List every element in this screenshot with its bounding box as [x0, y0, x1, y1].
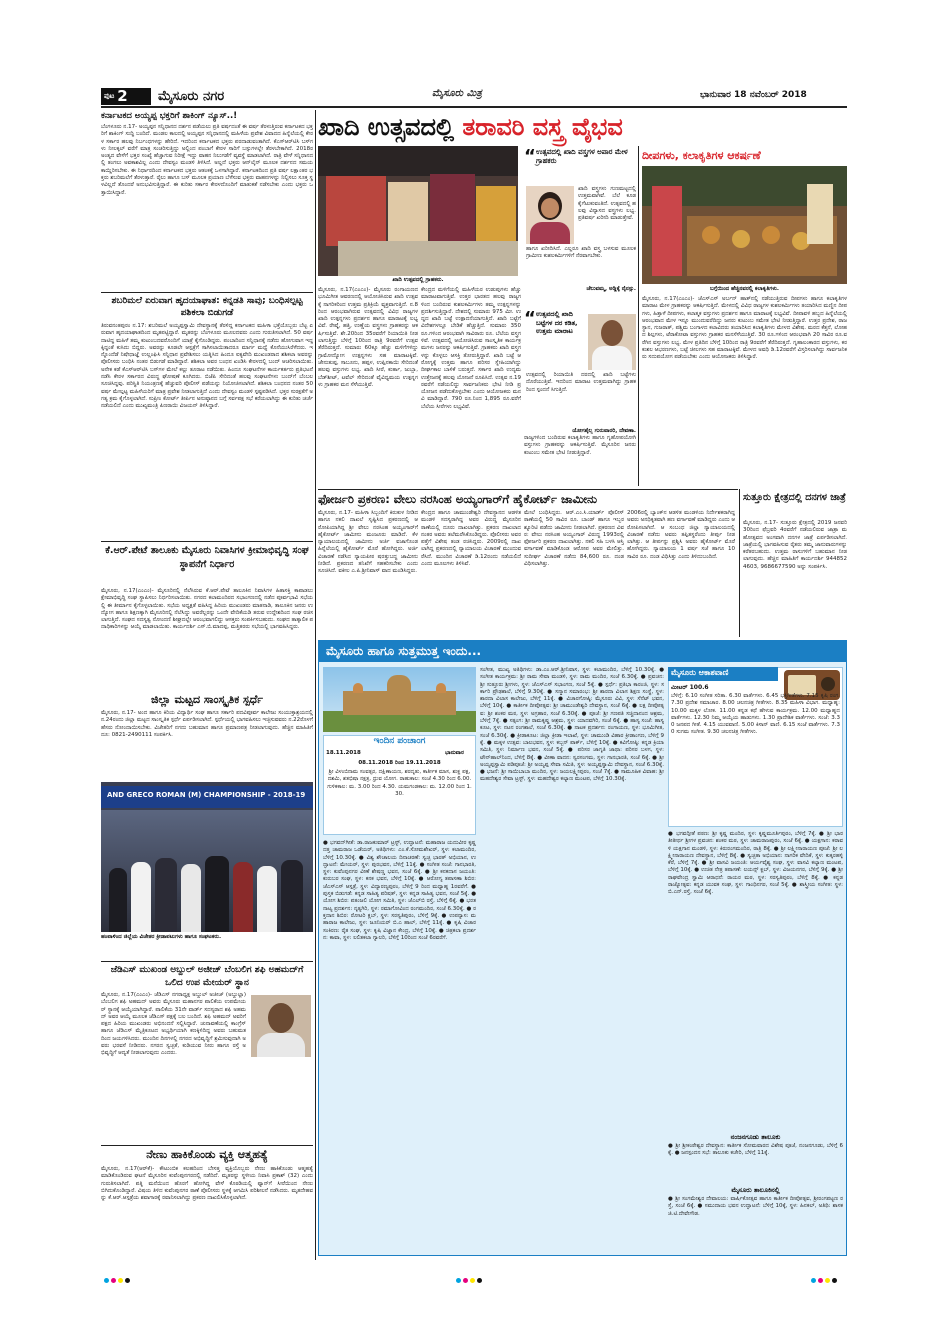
left-story1-title: ಕರ್ನಾಟಕದ ಅಯ್ಯಪ್ಪ ಭಕ್ತರಿಗೆ ಶಾಕಿಂಗ್ ನ್ಯೂಸ್..!: [101, 111, 238, 121]
quote2-body: ಉತ್ಸವದಲ್ಲಿ ರಿಯಾಯಿತಿ ದರದಲ್ಲಿ ಖಾದಿ ಬಟ್ಟೆಗಳು ದೊರೆಯುತ್ತಿವೆ. ಇದರಿಂದ ಮಾರಾಟ ಉತ್ತಮವಾಗಿದ್ದು ಗ್ರಾಹಕರಿಂದ ಸ್ಪಂದನೆ ಸಿಗುತ್ತಿದೆ.: [526, 372, 636, 393]
events-col2: ಸಂಗೀತ, ಮುಖ್ಯ ಅತಿಥಿಗಳು: ಡಾ.ಎಂ.ಆರ್.ಶ್ರೀನಿವಾಸ, ಸ್ಥಳ: ಕಲಾಮಂದಿರ, ಬೆಳಿಗ್ಗೆ 10.30ಕ್ಕೆ. ● ಸಂಗೀತ ಕಾರ್ಯಕ್ರಮ: ಶ್ರೀ ರಾಮ ಸೇವಾ ಮಂಡಳಿ, ಸ್ಥಳ: ರಾಮ ಮಂದಿರ, ಸಂಜೆ 6.30ಕ್ಕೆ. ● ಪ್ರವಚನ: ಶ್ರೀ ಸುತ್ತೂರು ಶ್ರೀಗಳು, ಸ್ಥಳ: ಜೆಎಸ್ಎಸ್ ಸಭಾಂಗಣ, ಸಂಜೆ 5ಕ್ಕೆ. ● ಸ್ಪರ್ಧೆ: ಪ್ರತಿಭಾ ಕಾರಂಜಿ, ಸ್ಥಳ: ಸರ್ಕಾರಿ ಪ್ರೌಢಶಾಲೆ, ಬೆಳಿಗ್ಗೆ 9.30ಕ್ಕೆ. ● ಸನ್ಮಾನ ಸಮಾರಂಭ: ಶ್ರೀ ಶಾರದಾ ವಿಲಾಸ ಶಿಕ್ಷಣ ಸಂಸ್ಥೆ, ಸ್ಥಳ: ಶಾರದಾ ವಿಲಾಸ ಕಾಲೇಜು, ಬೆಳಿಗ್ಗೆ 11ಕ್ಕೆ. ● ವಿಚಾರಗೋಷ್ಠಿ: ಮೈಸೂರು ವಿವಿ, ಸ್ಥಳ: ಸೆನೆಟ್ ಭವನ, ಬೆಳಿಗ್ಗೆ 10ಕ್ಕೆ. ● ಕಾರ್ತೀಕ ದೀಪೋತ್ಸವ: ಶ್ರೀ ಚಾಮುಂಡೇಶ್ವರಿ ದೇವಸ್ಥಾನ, ಸಂಜೆ 6ಕ್ಕೆ. ● ಲಕ್ಷ ದೀಪೋತ್ಸವ: ಶ್ರೀ ಶಂಕರ ಮಠ, ಸ್ಥಳ: ಅಗ್ರಹಾರ, ಸಂಜೆ 6.30ಕ್ಕೆ. ● ಪೂಜೆ: ಶ್ರೀ ಗಣಪತಿ ಸಚ್ಚಿದಾನಂದ ಆಶ್ರಮ, ಬೆಳಿಗ್ಗೆ 7ಕ್ಕೆ. ● ಸತ್ಸಂಗ: ಶ್ರೀ ರಾಮಕೃಷ್ಣ ಆಶ್ರಮ, ಸ್ಥಳ: ಯಾದವಗಿರಿ, ಸಂಜೆ 6ಕ್ಕೆ. ● ಹಾಸ್ಯ ಸಂಜೆ: ಹಾಸ್ಯ ಕೂಟ, ಸ್ಥಳ: ನಟನ ರಂಗಶಾಲೆ, ಸಂಜೆ 6.30ಕ್ಕೆ. ● ನಾಟಕ ಪ್ರದರ್ಶನ: ರಂಗಾಯಣ, ಸ್ಥಳ: ಭೂಮಿಗೀತ, ಸಂಜೆ 6.30ಕ್ಕೆ. ● ಕ್ರೀಡಾಕೂಟ: ಜಿಲ್ಲಾ ಕ್ರೀಡಾ ಇಲಾಖೆ, ಸ್ಥಳ: ಚಾಮುಂಡಿ ವಿಹಾರ ಕ್ರೀಡಾಂಗಣ, ಬೆಳಿಗ್ಗೆ 9ಕ್ಕೆ. ● ಮಕ್ಕಳ ಉತ್ಸವ: ಬಾಲಭವನ, ಸ್ಥಳ: ಕಬ್ಬನ್ ಪಾರ್ಕ್, ಬೆಳಿಗ್ಗೆ 10ಕ್ಕೆ. ● ಕವಿಗೋಷ್ಠಿ: ಕನ್ನಡ ಕ್ರಿಯಾ ಸಮಿತಿ, ಸ್ಥಳ: ನಿರ್ಮಾಣ ಭವನ, ಸಂಜೆ 5ಕ್ಕೆ. ● ಪರಿಸರ ಜಾಗೃತಿ ಜಾಥಾ: ಪರಿಸರ ಬಳಗ, ಸ್ಥಳ: ಟೌನ್‌ಹಾಲ್‌ನಿಂದ, ಬೆಳಿಗ್ಗೆ 8ಕ್ಕೆ. ● ವೀಣಾ ವಾದನ: ಸ್ವರಸಂಗಮ, ಸ್ಥಳ: ಗಾನಭಾರತಿ, ಸಂಜೆ 6ಕ್ಕೆ. ● ಶ್ರೀ ಅಯ್ಯಪ್ಪಸ್ವಾಮಿ ಪಡಿಪೂಜೆ: ಶ್ರೀ ಅಯ್ಯಪ್ಪ ಸೇವಾ ಸಮಿತಿ, ಸ್ಥಳ: ಅಯ್ಯಪ್ಪಸ್ವಾಮಿ ದೇವಸ್ಥಾನ, ಸಂಜೆ 6.30ಕ್ಕೆ. ● ಭಜನೆ: ಶ್ರೀ ಸಾಯಿಬಾಬಾ ಮಂದಿರ, ಸ್ಥಳ: ಜಯಲಕ್ಷ್ಮೀಪುರಂ, ಸಂಜೆ 7ಕ್ಕೆ. ● ಸಾಮೂಹಿಕ ವಿವಾಹ: ಶ್ರೀ ಮಹದೇಶ್ವರ ಸೇವಾ ಟ್ರಸ್ಟ್, ಸ್ಥಳ: ಮಹದೇಶ್ವರ ಕಲ್ಯಾಣ ಮಂಟಪ, ಬೆಳಿಗ್ಗೆ 10.30ಕ್ಕೆ.: [480, 667, 664, 783]
registration-marks-right: [810, 1268, 838, 1287]
registration-marks-center: [455, 1268, 483, 1287]
left-divider-1: [101, 292, 313, 293]
events-col3c: ● ಶ್ರೀ ಸಂಗಮೇಶ್ವರ ದೇವಾಲಯ: ವಾರ್ಷಿಕೋತ್ಸವ ಹಾಗೂ ಕಾರ್ತೀಕ ದೀಪೋತ್ಸವ, ಶ್ರೀರಂಗಪಟ್ಟಣ ರಸ್ತೆ, ಸಂಜೆ 6ಕ್ಕೆ. ● ಸಮುದಾಯ ಭವನ ಉದ್ಘಾಟನೆ: ಬೆಳಿಗ್ಗೆ 10ಕ್ಕೆ, ಸ್ಥಳ: ಹಿನಕಲ್, ಅತಿಥಿ: ಶಾಸಕ ಜಿ.ಟಿ.ದೇವೇಗೌಡ.: [668, 1196, 843, 1217]
palace-image: [323, 667, 476, 732]
left-story6-title: ನೇಣು ಹಾಕಿಕೊಂಡು ವ್ಯಕ್ತಿ ಆತ್ಮಹತ್ಯೆ: [146, 1148, 268, 1161]
left-story5-title: ಜೆಡಿಎಸ್ ಮುಖಂಡ ಅಬ್ದುಲ್ ಅಜೀಜ್ ಬೆಂಬಲಿಗ ಶಫಿ ಅಹಮದ್‌ಗೆ ಒಲಿದ ಉಪ ಮೇಯರ್ ಸ್ಥಾನ: [110, 965, 304, 988]
quote2-title: ಉತ್ಸವದಲ್ಲಿ ಖಾದಿ ಬಟ್ಟೆಗಳ ದರ ಕಡಿತ, ಉತ್ತಮ ಮಾರಾಟ: [536, 310, 578, 335]
left-story4-title: ಜಿಲ್ಲಾ ಮಟ್ಟದ ಸಾಂಸ್ಕೃತಿಕ ಸ್ಪರ್ಧೆ: [151, 693, 263, 706]
khadi-photo: [318, 146, 518, 276]
panchanga-body: ಶ್ರೀ ವಿಳಂಬಿನಾಮ ಸಂವತ್ಸರ, ದಕ್ಷಿಣಾಯಣ, ಶರದೃತು, ಕಾರ್ತೀಕ ಮಾಸ, ಶುಕ್ಲ ಪಕ್ಷ, ದಶಮಿ, ಶತಭಿಷಾ ನಕ್ಷತ್ರ, ಧ್ರುವ ಯೋಗ. ರಾಹುಕಾಲ: ಸಂಜೆ 4.30 ರಿಂದ 6.00. ಗುಳಿಕಕಾಲ: ಮ. 3.00 ರಿಂದ 4.30. ಯಮಗಂಡಕಾಲ: ಮ. 12.00 ರಿಂದ 1.30.: [327, 769, 472, 797]
panchanga-title: ಇಂದಿನ ಪಂಚಾಂಗ: [373, 736, 426, 746]
middle-col2: ಕೇಂದ್ರದ ಹಾಗೂ ಚಾಮುಂಡೇಶ್ವರಿ ದೇವಸ್ಥಾನದ ಆಡಳಿತ ಮಂಡಳಿ ಸದಸ್ಯರಾಗಿದ್ದ ಅವರ ವಿರುದ್ಧ ಮೈಸೂರಿನ ಠಾಣೆಯಲ್ಲಿ ದೂರು ದಾಖಲಾಗಿತ್ತು. ಪ್ರಕರಣ ದಾಖಲಾದ ನಂತರ ಅವರು ತಲೆಮರೆಸಿಕೊಂಡಿದ್ದರು. ಪೊಲೀಸರು ಅವರ ಪತ್ತೆಗೆ ವಿಶೇಷ ತಂಡ ರಚಿಸಿದ್ದರು. 2009ರಲ್ಲಿ ದಾಖಲಾಗಿದ್ದ ಪ್ರಕರಣದಲ್ಲಿ ನ್ಯಾಯಾಲಯ ವಿಚಾರಣೆ ಮುಂದುವರೆಸಿದೆ. ಮುಂದಿನ ವಿಚಾರಣೆ ಡಿ.12ರಂದು ನಡೆಯಲಿದೆ ಎಂದು ಮೂಲಗಳು ತಿಳಿಸಿವೆ.: [421, 510, 521, 568]
page-number-box: [101, 88, 151, 105]
wrestling-photo: [101, 782, 313, 932]
panchanga-range: 08.11.2018 ರಿಂದ 19.11.2018: [358, 760, 441, 766]
middle-story-title: ಫೋರ್ಜರಿ ಪ್ರಕರಣ: ವೇಲು ನರಸಿಂಹ ಅಯ್ಯಂಗಾರ್‌ಗೆ ಹೈಕೋರ್ಟ್ ಜಾಮೀನು: [318, 492, 598, 506]
suttur-title: ಸುತ್ತೂರು ಕ್ಷೇತ್ರದಲ್ಲಿ ದನಗಳ ಜಾತ್ರೆ: [743, 492, 846, 503]
wrestling-banner-text: AND GRECO ROMAN (M) CHAMPIONSHIP - 2018-19: [107, 791, 306, 799]
taluk-heading-2: ಮೈಸೂರು ತಾಲೂಕಿನಲ್ಲಿ: [731, 1186, 780, 1194]
panchanga-day: ಭಾನುವಾರ: [445, 750, 464, 756]
quote1-box: [524, 146, 636, 306]
radio-freq: ಮೀಟರ್ 100.6: [671, 684, 709, 691]
quote1-title: ಉತ್ಸವದಲ್ಲಿ ಖಾದಿ ವಸ್ತ್ರಗಳ ಅಪಾರ ಮೇಳ ಗ್ರಾಹಕರು: [536, 148, 628, 165]
deepa-body: ಮೈಸೂರು, ನ.17(ಎಂಎಂ)- ಜೆಎಸ್ಎಸ್ ಅರ್ಬನ್ ಹಾತ್‌ನಲ್ಲಿ ನಡೆಯುತ್ತಿರುವ ದೀಪಗಳು ಹಾಗೂ ಕಲಾಕೃತಿಗಳ ಮಾರಾಟ ಮೇಳ ಗ್ರಾಹಕರನ್ನು ಆಕರ್ಷಿಸುತ್ತಿದೆ. ಮೇಳದಲ್ಲಿ ವಿವಿಧ ರಾಜ್ಯಗಳ ಕುಶಲಕರ್ಮಿಗಳು ತಯಾರಿಸಿದ ಮಣ್ಣಿನ ದೀಪಗಳು, ಹಿತ್ತಾಳೆ ದೀಪಗಳು, ಕಲಾತ್ಮಕ ವಸ್ತುಗಳು ಪ್ರದರ್ಶನ ಹಾಗೂ ಮಾರಾಟಕ್ಕೆ ಲಭ್ಯವಿವೆ. ದೀಪಾವಳಿ ಹಬ್ಬದ ಹಿನ್ನೆಲೆಯಲ್ಲಿ ಆರಂಭವಾದ ಮೇಳ ಇನ್ನೂ ಮುಂದುವರೆದಿದ್ದು ಜನರು ಕುಟುಂಬ ಸಮೇತ ಭೇಟಿ ನೀಡುತ್ತಿದ್ದಾರೆ. ಉತ್ತರ ಪ್ರದೇಶ, ರಾಜಸ್ಥಾನ, ಗುಜರಾತ್, ಪಶ್ಚಿಮ ಬಂಗಾಳದ ಕಲಾವಿದರು ತಯಾರಿಸಿದ ಕಲಾಕೃತಿಗಳು ಮೇಳದ ವಿಶೇಷ. ಮರದ ಕೆತ್ತನೆ, ಲೋಹದ ಶಿಲ್ಪಗಳು, ಟೆರಾಕೋಟಾ ವಸ್ತುಗಳು ಗ್ರಾಹಕರ ಮನಸೆಳೆಯುತ್ತಿವೆ. 30 ರೂ.ಗಳಿಂದ ಆರಂಭವಾಗಿ 20 ಸಾವಿರ ರೂ.ವರೆಗಿನ ವಸ್ತುಗಳು ಲಭ್ಯ. ಮೇಳ ಪ್ರತಿದಿನ ಬೆಳಿಗ್ಗೆ 10ರಿಂದ ರಾತ್ರಿ 9ರವರೆಗೆ ತೆರೆದಿರುತ್ತದೆ. ಗೃಹಾಲಂಕಾರದ ವಸ್ತುಗಳು, ಕರಕುಶಲ ಆಭರಣಗಳು, ಬಟ್ಟೆ ಚೀಲಗಳು ಸಹ ಮಾರಾಟಕ್ಕಿವೆ. ಮೇಳದ ಅವಧಿ ಡಿ.12ರವರೆಗೆ ವಿಸ್ತರಿಸಲಾಗಿದ್ದು ಸಾರ್ವಜನಿಕರು ಸದುಪಯೋಗ ಪಡೆಯಬೇಕು ಎಂದು ಆಯೋಜಕರು ತಿಳಿಸಿದ್ದಾರೆ.: [642, 296, 847, 361]
left-story5-body: ಮೈಸೂರು, ನ.17(ಎಂಎಂ)- ಜೆಡಿಎಸ್ ನಗರಾಧ್ಯಕ್ಷ ಅಬ್ದುಲ್ ಅಜೀಜ್ (ಅಬ್ದುಲ್ಲಾ) ಬೆಂಬಲಿಗ ಶಫಿ ಅಹಮದ್ ಅವರು ಮೈಸೂರು ಮಹಾನಗರ ಪಾಲಿಕೆಯ ಉಪಮೇಯರ್ ಸ್ಥಾನಕ್ಕೆ ಆಯ್ಕೆಯಾಗಿದ್ದಾರೆ. ಪಾಲಿಕೆಯ 31ನೇ ವಾರ್ಡ್ ಸದಸ್ಯರಾದ ಶಫಿ ಅಹಮದ್ ಅವರ ಆಯ್ಕೆ ಮೂಲಕ ಜೆಡಿಎಸ್ ಪಕ್ಷಕ್ಕೆ ಬಲ ಬಂದಿದೆ. ಶಫಿ ಅಹಮದ್ ಅವರಿಗೆ ಪಕ್ಷದ ಹಿರಿಯ ಮುಖಂಡರು ಅಭಿನಂದನೆ ಸಲ್ಲಿಸಿದ್ದಾರೆ. ಚುನಾವಣೆಯಲ್ಲಿ ಕಾಂಗ್ರೆಸ್ ಹಾಗೂ ಜೆಡಿಎಸ್ ಮೈತ್ರಿಕೂಟದ ಅಭ್ಯರ್ಥಿಯಾಗಿ ಕಣಕ್ಕಿಳಿದಿದ್ದ ಅವರು ಬಹುಮತದಿಂದ ಜಯಗಳಿಸಿದರು. ಮುಂದಿನ ದಿನಗಳಲ್ಲಿ ನಗರದ ಅಭಿವೃದ್ಧಿಗೆ ಶ್ರಮಿಸುವುದಾಗಿ ಅವರು ಭರವಸೆ ನೀಡಿದರು. ನಗರದ ಸ್ವಚ್ಛತೆ, ಕುಡಿಯುವ ನೀರು ಹಾಗೂ ರಸ್ತೆ ಅಭಿವೃದ್ಧಿಗೆ ಆದ್ಯತೆ ನೀಡಲಾಗುವುದು ಎಂದರು.: [101, 992, 246, 1057]
col-rule-right2: [739, 489, 740, 637]
panchanga-date: 18.11.2018: [326, 750, 361, 756]
issue-date: ಭಾನುವಾರ 18 ನವೆಂಬರ್ 2018: [700, 90, 807, 100]
left-divider-4: [101, 1145, 313, 1146]
wrestling-caption: ಹಂಪಾಳಿಂದ ಜಿಲ್ಲೆಯ ವಿಜೇತರ ಕ್ರೀಡಾಪಟುಗಳು ಹಾಗೂ ಸಂಘಟಕರು.: [101, 934, 222, 940]
registration-marks-left: [103, 1268, 131, 1287]
taluk-heading-1: ನಂಜನಗೂಡು ತಾಲೂಕು: [730, 1133, 781, 1141]
left-story4-body: ಮೈಸೂರು, ನ.17- ಅಂದ ಹಾಗೂ ಕಿರಿಯ ವಿದ್ಯಾರ್ಥಿ ಸಂಘ ಹಾಗೂ ಸರ್ಕಾರಿ ಪದವಿಪೂರ್ವ ಕಾಲೇಜು ಸಂಯುಕ್ತಾಶ್ರಯದಲ್ಲಿ ನ.24ರಂದು ಜಿಲ್ಲಾ ಮಟ್ಟದ ಸಾಂಸ್ಕೃತಿಕ ಸ್ಪರ್ಧೆ ಏರ್ಪಡಿಸಲಾಗಿದೆ. ಸ್ಪರ್ಧೆಯಲ್ಲಿ ಭಾಗವಹಿಸಲು ಇಚ್ಛಿಸುವವರು ನ.22ರೊಳಗೆ ಹೆಸರು ನೋಂದಾಯಿಸಬೇಕು. ವಿಜೇತರಿಗೆ ನಗದು ಬಹುಮಾನ ಹಾಗೂ ಪ್ರಮಾಣಪತ್ರ ನೀಡಲಾಗುವುದು. ಹೆಚ್ಚಿನ ಮಾಹಿತಿಗೆ ದೂ: 0821-2490111 ಸಂಪರ್ಕಿಸಿ.: [101, 710, 313, 738]
deepa-caption: ಬಗ್ಗೆಯಿಂದ ಹೆಚ್ಚಿನವರಲ್ಲಿ ಕಲಾಕೃತಿಗಳು.: [709, 286, 780, 292]
middle-col3: ಮೇಲೆ ಬಂಧಿಸಿದ್ದರು. ಆರ್.ಎಂ.ಸಿ.ಯಾರ್ಡ್ ಪೊಲೀಸ್ ಠಾಣೆಯಲ್ಲಿ 50 ಸಾವಿರ ರೂ. ಬಾಂಡ್ ಹಾಗೂ ಇಬ್ಬರ ಶ್ಯೂರಿಟಿ ಪಡೆದು ಜಾಮೀನು ನೀಡಲಾಗಿದೆ. ಪ್ರಕರಣದ ವಿವರ: ವೇಲು ನರಸಿಂಹ ಅಯ್ಯಂಗಾರ್ ವಿರುದ್ಧ 1993ರಲ್ಲಿ ಫೋರ್ಜರಿ ಪ್ರಕರಣ ದಾಖಲಾಗಿತ್ತು. ನಕಲಿ ಸಹಿ ಬಳಸಿ ಆಸ್ತಿ ವರ್ಗಾವಣೆ ಮಾಡಿಕೊಂಡ ಆರೋಪ ಅವರ ಮೇಲಿತ್ತು. ಸುದೀರ್ಘ ವಿಚಾರಣೆ ನಡೆದು 84,600 ರೂ. ದಂಡ ವಿಧಿಸಲಾಗಿತ್ತು.: [524, 510, 624, 568]
left-story6-body: ಮೈಸೂರು, ನ.17(ಆರ್‌ಕೆ)- ಕೌಟುಂಬಿಕ ಕಲಹದಿಂದ ಬೇಸತ್ತ ವ್ಯಕ್ತಿಯೊಬ್ಬರು ನೇಣು ಹಾಕಿಕೊಂಡು ಆತ್ಮಹತ್ಯೆ ಮಾಡಿಕೊಂಡಿರುವ ಘಟನೆ ಮೈಸೂರಿನ ಕುವೆಂಪುನಗರದಲ್ಲಿ ನಡೆದಿದೆ. ಮೃತರನ್ನು ಸ್ಥಳೀಯ ನಿವಾಸಿ ಪ್ರಕಾಶ್ (32) ಎಂದು ಗುರುತಿಸಲಾಗಿದೆ. ಪತ್ನಿ ಮನೆಯಿಂದ ಹೊರಗೆ ಹೋಗಿದ್ದ ವೇಳೆ ಕೊಠಡಿಯಲ್ಲಿ ಫ್ಯಾನ್‌ಗೆ ಸೀರೆಯಿಂದ ನೇಣು ಬಿಗಿದುಕೊಂಡಿದ್ದಾರೆ. ವಿಷಯ ತಿಳಿದ ಕುವೆಂಪುನಗರ ಠಾಣೆ ಪೊಲೀಸರು ಸ್ಥಳಕ್ಕೆ ಆಗಮಿಸಿ ಪರಿಶೀಲನೆ ನಡೆಸಿದರು. ಮೃತದೇಹವನ್ನು ಕೆ.ಆರ್.ಆಸ್ಪತ್ರೆಯ ಶವಾಗಾರಕ್ಕೆ ರವಾನಿಸಲಾಗಿದ್ದು ಪ್ರಕರಣ ದಾಖಲಿಸಿಕೊಳ್ಳಲಾಗಿದೆ.: [101, 1166, 313, 1202]
masthead: ಮೈಸೂರು ಮಿತ್ರ: [432, 88, 482, 99]
top-headline: [318, 110, 848, 144]
left-story2-title: ಶಬರಿಮಲೆ ಏರುವಾಗ ಹೃದಯಾಘಾತ: ಕನ್ನಡತಿ ಸಾವು; ಬಂಧಿಸಲ್ಪಟ್ಟ ಪಶಿಕಲಾ ಬಿಡುಗಡೆ: [111, 296, 303, 318]
left-divider-3: [101, 961, 313, 962]
quote2-name: ಯೋಗಶೈಲ್ನ ಗುರುವಾರರಿ, ದೇವಣಾ.: [572, 428, 636, 434]
top-story-col2: ಕೇಂದ್ರದ ಮಳಿಗೆಯಲ್ಲಿ ಮಹಿಳೆಯರ ಉಡುಪುಗಳು ಹೆಚ್ಚು ಮಾರಾಟವಾಗುತ್ತಿವೆ. ಉತ್ತರ ಭಾರತದ ಹಲವು ರಾಜ್ಯಗಳಿಂದ ಬಂದಿರುವ ಕುಶಲಕರ್ಮಿಗಳು ತಮ್ಮ ಉತ್ಪನ್ನಗಳನ್ನು ಪ್ರದರ್ಶಿಸುತ್ತಿದ್ದಾರೆ. ದೇಶದಲ್ಲಿ ಸುಮಾರು 975 ಮೀ. ಉದ್ದದ ಖಾದಿ ಬಟ್ಟೆ ಉತ್ಪಾದನೆಯಾಗುತ್ತಿದೆ. ಖಾದಿ ಬಟ್ಟೆಗೆ ವಿದೇಶಗಳಲ್ಲೂ ಬೇಡಿಕೆ ಹೆಚ್ಚುತ್ತಿದೆ. ಸುಮಾರು 350 ರೂ.ಗಳಿಂದ ಆರಂಭವಾಗಿ ಸಾವಿರಾರು ರೂ. ಬೆಲೆಯ ವಸ್ತ್ರಗಳಿವೆ. ಉತ್ಸವದಲ್ಲಿ ಆಯೋಜಿಸಿರುವ ಸಾಂಸ್ಕೃತಿಕ ಕಾರ್ಯಕ್ರಮಗಳು ಜನರನ್ನು ಆಕರ್ಷಿಸುತ್ತಿವೆ. ಗ್ರಾಹಕರು ಖಾದಿ ವಸ್ತ್ರಗಳನ್ನು ಕೊಳ್ಳಲು ಆಸಕ್ತಿ ತೋರುತ್ತಿದ್ದಾರೆ. ಖಾದಿ ಬಟ್ಟೆ ಆರೋಗ್ಯಕ್ಕೆ ಉತ್ತಮ ಹಾಗೂ ಪರಿಸರ ಸ್ನೇಹಿಯಾಗಿದ್ದು ದೀರ್ಘಕಾಲ ಬಾಳಿಕೆ ಬರುತ್ತದೆ. ಸರ್ಕಾರ ಖಾದಿ ಉದ್ಯಮ ಉತ್ತೇಜನಕ್ಕೆ ಹಲವು ಯೋಜನೆ ರೂಪಿಸಿದೆ. ಉತ್ಸವ ನ.19ರವರೆಗೆ ನಡೆಯಲಿದ್ದು ಸಾರ್ವಜನಿಕರು ಭೇಟಿ ನೀಡಿ ಪ್ರಯೋಜನ ಪಡೆದುಕೊಳ್ಳಬೇಕು ಎಂದು ಆಯೋಜಕರು ಮನವಿ ಮಾಡಿದ್ದಾರೆ. 790 ರೂ.ನಿಂದ 1,895 ರೂ.ವರೆಗೆ ಬೆಲೆಯ ಸೀರೆಗಳು ಲಭ್ಯವಿವೆ.: [421, 287, 521, 410]
left-story3-body: ಮೈಸೂರು, ನ.17(ಎಂಎಂ)- ಮೈಸೂರಿನಲ್ಲಿ ನೆಲೆಸಿರುವ ಕೆ.ಆರ್.ಪೇಟೆ ತಾಲೂಕಿನ ನಿವಾಸಿಗಳ ಹಿತಾಸಕ್ತಿ ಕಾಪಾಡಲು ಕ್ಷೇಮಾಭಿವೃದ್ಧಿ ಸಂಘ ಸ್ಥಾಪಿಸಲು ನಿರ್ಧರಿಸಲಾಯಿತು. ನಗರದ ಕಲಾಮಂದಿರದ ಸಭಾಂಗಣದಲ್ಲಿ ನಡೆದ ಪೂರ್ವಭಾವಿ ಸಭೆಯಲ್ಲಿ ಈ ತೀರ್ಮಾನ ಕೈಗೊಳ್ಳಲಾಯಿತು. ಸಭೆಯ ಅಧ್ಯಕ್ಷತೆ ವಹಿಸಿದ್ದ ಹಿರಿಯ ಮುಖಂಡರು ಮಾತನಾಡಿ, ತಾಲೂಕಿನ ಜನರು ಉದ್ಯೋಗ ಹಾಗೂ ಶಿಕ್ಷಣಕ್ಕಾಗಿ ಮೈಸೂರಿನಲ್ಲಿ ನೆಲೆಸಿದ್ದು ಅವರೆಲ್ಲರನ್ನು ಒಂದೇ ವೇದಿಕೆಯಡಿ ತರುವ ಉದ್ದೇಶದಿಂದ ಸಂಘ ರಚಿಸಲಾಗುತ್ತಿದೆ. ಸಂಘದ ಸದಸ್ಯತ್ವ ನೋಂದಣಿ ಶೀಘ್ರದಲ್ಲೇ ಆರಂಭವಾಗಲಿದ್ದು ಆಸಕ್ತರು ಸಂಪರ್ಕಿಸಬಹುದು. ಸಂಘದ ತಾತ್ಕಾಲಿಕ ಪದಾಧಿಕಾರಿಗಳನ್ನು ಆಯ್ಕೆ ಮಾಡಲಾಯಿತು. ಕಾರ್ಯದರ್ಶಿ ಎಸ್.ಬಿ.ಮಾದಪ್ಪ, ಮತ್ತಿತರರು ಸಭೆಯಲ್ಲಿ ಭಾಗವಹಿಸಿದ್ದರು.: [101, 588, 313, 631]
quote1-photo: [526, 186, 574, 244]
col-rule-left: [315, 110, 316, 1260]
events-title: ಮೈಸೂರು ಹಾಗೂ ಸುತ್ತಮುತ್ತ ಇಂದು...: [326, 644, 482, 658]
middle-col1: ಮೈಸೂರು, ನ.17- ಮಹಿಳಾ ಸಿಬ್ಬಂದಿಗೆ ಕಿರುಕುಳ ನೀಡಿದ ಹಾಗೂ ನಕಲಿ ದಾಖಲೆ ಸೃಷ್ಟಿಸಿದ ಪ್ರಕರಣದಲ್ಲಿ ಆರೋಪಿಯಾಗಿದ್ದ ಶ್ರೀ ವೇಲು ನರಸಿಂಹ ಅಯ್ಯಂಗಾರ್‌ಗೆ ಹೈಕೋರ್ಟ್ ಜಾಮೀನು ಮಂಜೂರು ಮಾಡಿದೆ. ಕೆಳ ನ್ಯಾಯಾಲಯದಲ್ಲಿ ಜಾಮೀನು ಅರ್ಜಿ ವಜಾಗೊಂಡ ಹಿನ್ನೆಲೆಯಲ್ಲಿ ಹೈಕೋರ್ಟ್ ಮೊರೆ ಹೋಗಿದ್ದರು. ಅರ್ಜಿ ವಿಚಾರಣೆ ನಡೆಸಿದ ನ್ಯಾಯಪೀಠ ಷರತ್ತುಬದ್ಧ ಜಾಮೀನು ನೀಡಿದೆ. ಪ್ರಕರಣದ ತನಿಖೆಗೆ ಸಹಕರಿಸಬೇಕು ಎಂದು ಸೂಚಿಸಿದೆ. ವಕೀಲ ಎ.ಪಿ.ಶ್ರೀನಿವಾಸ್ ವಾದ ಮಂಡಿಸಿದ್ದರು.: [318, 510, 418, 575]
shafi-photo: [251, 995, 311, 1057]
quote1-body: ಖಾದಿ ವಸ್ತ್ರಗಳು ಗುಣಮಟ್ಟದಲ್ಲಿ ಉತ್ತಮವಾಗಿವೆ. ಬೆಲೆ ಕೂಡ ಕೈಗೆಟುಕುವಂತಿದೆ. ಉತ್ಸವದಲ್ಲಿ ಹಲವು ವಿನ್ಯಾಸದ ವಸ್ತ್ರಗಳು ಲಭ್ಯ. ಪ್ರತಿವರ್ಷ ಖರೀದಿ ಮಾಡುತ್ತೇವೆ.: [578, 186, 636, 222]
radio-title: ಮೈಸೂರು ಆಕಾಶವಾಣಿ: [671, 668, 729, 677]
page-label: ಪುಟ: [104, 92, 115, 100]
top-story-col1: ಮೈಸೂರು, ನ.17(ಎಂಎಂ)- ಮೈಸೂರು ರಂಗಾಯಣದ ಭೂಮಿಗೀತ ಆವರಣದಲ್ಲಿ ಆಯೋಜಿಸಿರುವ ಖಾದಿ ಉತ್ಸವಕ್ಕೆ ನಾಗರಿಕರಿಂದ ಉತ್ತಮ ಪ್ರತಿಕ್ರಿಯೆ ವ್ಯಕ್ತವಾಗುತ್ತಿದೆ. ನ.8ರಿಂದ ಆರಂಭವಾಗಿರುವ ಉತ್ಸವದಲ್ಲಿ ವಿವಿಧ ರಾಜ್ಯಗಳ ಖಾದಿ ಉತ್ಪನ್ನಗಳು ಪ್ರದರ್ಶನ ಹಾಗೂ ಮಾರಾಟಕ್ಕೆ ಲಭ್ಯವಿವೆ. ರೇಷ್ಮೆ, ಹತ್ತಿ, ಉಣ್ಣೆಯ ವಸ್ತ್ರಗಳು ಗ್ರಾಹಕರನ್ನು ಆಕರ್ಷಿಸುತ್ತಿವೆ. ಶೇ.20ರಿಂದ 35ರವರೆಗೆ ರಿಯಾಯಿತಿ ನೀಡಲಾಗುತ್ತಿದ್ದು ಬೆಳಿಗ್ಗೆ 10ರಿಂದ ರಾತ್ರಿ 9ರವರೆಗೆ ಉತ್ಸವ ತೆರೆದಿರುತ್ತದೆ. ಸುಮಾರು 60ಕ್ಕೂ ಹೆಚ್ಚು ಮಳಿಗೆಗಳಿದ್ದು ಗ್ರಾಮೋದ್ಯೋಗ ಉತ್ಪನ್ನಗಳು ಸಹ ಮಾರಾಟಕ್ಕಿವೆ. ಜೇನುತುಪ್ಪ, ಸಾಬೂನು, ಹಪ್ಪಳ, ಉಪ್ಪಿನಕಾಯಿ ಸೇರಿದಂತೆ ಹಲವು ವಸ್ತುಗಳು ಲಭ್ಯ. ಖಾದಿ ಸೀರೆ, ಕುರ್ತಾ, ಜುಬ್ಬಾ, ಬೆಡ್‌ಶೀಟ್, ಟವೆಲ್ ಸೇರಿದಂತೆ ವೈವಿಧ್ಯಮಯ ಉತ್ಪನ್ನಗಳು ಗ್ರಾಹಕರ ಮನ ಸೆಳೆಯುತ್ತಿವೆ.: [318, 287, 418, 388]
quote1-mark: “: [524, 146, 536, 167]
top-headline-part2: ತರಾವರಿ ವಸ್ತ್ರ ವೈಭವ: [462, 113, 623, 141]
radio-body: ಬೆಳಿಗ್ಗೆ: 6.10 ಸಂಗೀತ ಸರಿತಾ. 6.30 ವಾರ್ತೆಗಳು. 6.45 ಭಕ್ತಿಗೀತೆಗಳು. 7.15 ಕೃಷಿ ರಂಗ. 7.30 ಪ್ರದೇಶ ಸಮಾಚಾರ. 8.00 ಚಲನಚಿತ್ರ ಗೀತೆಗಳು. 8.35 ಮಹಿಳಾ ವಿಭಾಗ. ಮಧ್ಯಾಹ್ನ: 10.00 ಮಕ್ಕಳ ಲೋಕ. 11.00 ಕನ್ನಡ ಕಥೆ ಹೇಳುವ ಕಾರ್ಯಕ್ರಮ. 12.00 ಮಧ್ಯಾಹ್ನದ ವಾರ್ತೆಗಳು. 12.30 ನಿಮ್ಮ ಆಯ್ಕೆಯ ಹಾಡುಗಳು. 1.30 ಪ್ರಾದೇಶಿಕ ವಾರ್ತೆಗಳು. ಸಂಜೆ: 3.30 ಜನಪದ ಗೀತೆ. 4.15 ಯುವವಾಣಿ. 5.00 ಕಿಸಾನ್ ವಾಣಿ. 6.15 ಸಂಜೆ ವಾರ್ತೆಗಳು. 7.30 ಸುಗಮ ಸಂಗೀತ. 9.30 ಚಲನಚಿತ್ರ ಗೀತೆಗಳು.: [671, 693, 840, 736]
events-col3: ● ಭಗವದ್ಗೀತೆ ಪಠಣ: ಶ್ರೀ ಕೃಷ್ಣ ಮಂದಿರ, ಸ್ಥಳ: ಕೃಷ್ಣಮೂರ್ತಿಪುರಂ, ಬೆಳಿಗ್ಗೆ 7ಕ್ಕೆ. ● ಶ್ರೀ ಭಾರತೀತೀರ್ಥ ಶ್ರೀಗಳ ಪ್ರವಚನ: ಶಂಕರ ಮಠ, ಸ್ಥಳ: ಚಾಮರಾಜಪುರಂ, ಸಂಜೆ 6ಕ್ಕೆ. ● ಯಕ್ಷಗಾನ: ಕರಾವಳಿ ಯಕ್ಷಗಾನ ಮಂಡಳಿ, ಸ್ಥಳ: ಕಿರುರಂಗಮಂದಿರ, ರಾತ್ರಿ 8ಕ್ಕೆ. ● ಶ್ರೀ ಲಕ್ಷ್ಮೀನಾರಾಯಣ ಪೂಜೆ: ಶ್ರೀ ಲಕ್ಷ್ಮೀನಾರಾಯಣ ದೇವಸ್ಥಾನ, ಬೆಳಿಗ್ಗೆ 8ಕ್ಕೆ. ● ಸ್ವಚ್ಛತಾ ಅಭಿಯಾನ: ನಾಗರಿಕ ವೇದಿಕೆ, ಸ್ಥಳ: ಕುಕ್ಕರಹಳ್ಳಿ ಕೆರೆ, ಬೆಳಿಗ್ಗೆ 7ಕ್ಕೆ. ● ಶ್ರೀ ವಾಸವಿ ಜಯಂತಿ: ಆರ್ಯವೈಶ್ಯ ಸಂಘ, ಸ್ಥಳ: ವಾಸವಿ ಕಲ್ಯಾಣ ಮಂಟಪ, ಬೆಳಿಗ್ಗೆ 10ಕ್ಕೆ. ● ಉಚಿತ ನೇತ್ರ ತಪಾಸಣೆ: ಲಯನ್ಸ್ ಕ್ಲಬ್, ಸ್ಥಳ: ವಿಜಯನಗರ, ಬೆಳಿಗ್ಗೆ 9ಕ್ಕೆ. ● ಶ್ರೀ ರಾಘವೇಂದ್ರ ಸ್ವಾಮಿ ಆರಾಧನೆ: ರಾಯರ ಮಠ, ಸ್ಥಳ: ಸರಸ್ವತಿಪುರಂ, ಬೆಳಿಗ್ಗೆ 8ಕ್ಕೆ. ● ಕನ್ನಡ ರಾಜ್ಯೋತ್ಸವ: ಕನ್ನಡ ಯುವಕ ಸಂಘ, ಸ್ಥಳ: ಗಾಂಧಿನಗರ, ಸಂಜೆ 5ಕ್ಕೆ. ● ಶಾಸ್ತ್ರೀಯ ಸಂಗೀತ: ಸ್ಥಳ: ಬಿ.ಎನ್.ರಸ್ತೆ, ಸಂಜೆ 6ಕ್ಕೆ.: [668, 831, 843, 896]
suttur-phone: 9686677590: [760, 563, 796, 570]
quote1-body2: ಹಾಗೂ ಖರೀದಿಸಿದೆ. ಎಲ್ಲರೂ ಖಾದಿ ವಸ್ತ್ರ ಬಳಸುವ ಮೂಲಕ ಗ್ರಾಮೀಣ ಕುಶಲಕರ್ಮಿಗಳಿಗೆ ನೆರವಾಗಬೇಕು.: [526, 246, 636, 260]
left-divider-2: [101, 541, 313, 542]
suttur-body: ಮೈಸೂರು, ನ.17- ಸುತ್ತೂರು ಕ್ಷೇತ್ರದಲ್ಲಿ 2019 ಜನವರಿ 30ರಿಂದ ಫೆಬ್ರವರಿ 4ರವರೆಗೆ ನಡೆಯಲಿರುವ ಜಾತ್ರಾ ಮಹೋತ್ಸವದ ಅಂಗವಾಗಿ ದನಗಳ ಜಾತ್ರೆ ಏರ್ಪಡಿಸಲಾಗಿದೆ. ಜಾತ್ರೆಯಲ್ಲಿ ಭಾಗವಹಿಸುವ ರೈತರು ತಮ್ಮ ಜಾನುವಾರುಗಳನ್ನು ಕರೆತರಬಹುದು. ಉತ್ತಮ ರಾಸುಗಳಿಗೆ ಬಹುಮಾನ ನೀಡಲಾಗುವುದು. ಹೆಚ್ಚಿನ ಮಾಹಿತಿಗೆ ಕಾರ್ಯದರ್ಶಿ 9448524603, 9686677590 ಅನ್ನು ಸಂಪರ್ಕಿಸಿ.: [743, 520, 847, 570]
left-story3-title: ಕೆ.ಆರ್.ಪೇಟೆ ತಾಲೂಕು ಮೈಸೂರು ನಿವಾಸಿಗಳ ಕ್ರೀಮಾಭಿವೃದ್ಧಿ ಸಂಘ ಸ್ಥಾಪನೆಗೆ ನಿರ್ಧಾರ: [105, 545, 309, 570]
page-number: 2: [117, 87, 128, 105]
deepa-photo: [642, 166, 847, 284]
quote2-photo: [588, 314, 636, 370]
events-col3b: ● ಶ್ರೀ ಶ್ರೀಕಂಠೇಶ್ವರ ದೇವಸ್ಥಾನ: ಕಾರ್ತೀಕ ಸೋಮವಾರದ ವಿಶೇಷ ಪೂಜೆ, ನಂಜನಗೂಡು, ಬೆಳಿಗ್ಗೆ 6ಕ್ಕೆ. ● ಜನಸ್ಪಂದನ ಸಭೆ: ತಾಲೂಕು ಕಚೇರಿ, ಬೆಳಿಗ್ಗೆ 11ಕ್ಕೆ.: [668, 1143, 843, 1157]
col-rule-right1: [638, 146, 639, 486]
right-top-headline: ದೀಪಗಳು, ಕಲಾಕೃತಿಗಳ ಆಕರ್ಷಣೆ: [642, 149, 761, 162]
header-rule: [101, 106, 847, 108]
wrestling-people: [109, 852, 305, 932]
section-title: ಮೈಸೂರು ನಗರ: [158, 89, 225, 104]
quote2-mark: “: [524, 308, 536, 329]
middle-top-rule: [318, 489, 738, 490]
khadi-photo-caption: ಖಾದಿ ಉತ್ಸವದಲ್ಲಿ ಗ್ರಾಹಕರು.: [392, 277, 444, 283]
middle-col4: 2006ರಲ್ಲಿ ಬ್ಯಾಂಕ್‌ನ ಆಡಳಿತ ಮಂಡಳಿಯ ನಿರ್ದೇಶಕರಾಗಿದ್ದ ಅವರು ಅನಧಿಕೃತವಾಗಿ ಹಣ ವರ್ಗಾವಣೆ ಮಾಡಿದ್ದರು ಎಂದು ಆರೋಪಿಸಲಾಗಿದೆ. ಆ ಸಂಬಂಧ ಜಿಲ್ಲಾ ನ್ಯಾಯಾಲಯದಲ್ಲಿ ವಿಚಾರಣೆ ನಡೆದು ಅವರು ತಪ್ಪಿತಸ್ಥರೆಂದು ತೀರ್ಪು ನೀಡಲಾಗಿತ್ತು. ಆ ತೀರ್ಪನ್ನು ಪ್ರಶ್ನಿಸಿ ಅವರು ಹೈಕೋರ್ಟ್ ಮೊರೆ ಹೋಗಿದ್ದರು. ನ್ಯಾಯಾಲಯ 1 ವರ್ಷ ಸಜೆ ಹಾಗೂ 10 ಸಾವಿರ ರೂ. ದಂಡ ವಿಧಿಸಿತ್ತು ಎಂದು ತಿಳಿದುಬಂದಿದೆ.: [627, 510, 735, 560]
left-story2-body: ತಿರುವನಂತಪುರಂ ನ.17: ಶಬರಿಮಲೆ ಅಯ್ಯಪ್ಪಸ್ವಾಮಿ ದೇವಸ್ಥಾನಕ್ಕೆ ತೆರಳಿದ್ದ ಕರ್ನಾಟಕದ ಮಹಿಳಾ ಭಕ್ತೆಯೊಬ್ಬರು ಬೆಟ್ಟ ಏರುವಾಗ ಹೃದಯಾಘಾತದಿಂದ ಮೃತಪಟ್ಟಿದ್ದಾರೆ. ಮೃತರನ್ನು ಬೆಂಗಳೂರು ಮೂಲದವರು ಎಂದು ಗುರುತಿಸಲಾಗಿದೆ. 50 ವರ್ಷ ದಾಟಿದ್ದ ಮಹಿಳೆ ತಮ್ಮ ಕುಟುಂಬದವರೊಂದಿಗೆ ಯಾತ್ರೆ ಕೈಗೊಂಡಿದ್ದರು. ಪಂಬಾದಿಂದ ಸನ್ನಿಧಾನಕ್ಕೆ ನಡೆದು ಹೋಗುವಾಗ ಇದ್ದಕ್ಕಿದ್ದಂತೆ ಕುಸಿದು ಬಿದ್ದರು. ಅವರನ್ನು ಕೂಡಲೇ ಆಸ್ಪತ್ರೆಗೆ ಸಾಗಿಸಲಾಯಿತಾದರೂ ಮಾರ್ಗ ಮಧ್ಯೆ ಕೊನೆಯುಸಿರೆಳೆದರು. ಇನ್ನೊಂದೆಡೆ ನಿಷೇಧಾಜ್ಞೆ ಉಲ್ಲಂಘಿಸಿ ಸನ್ನಿಧಾನ ಪ್ರವೇಶಿಸಲು ಯತ್ನಿಸಿದ ಹಿಂದೂ ಐಕ್ಯವೇದಿ ಮುಖಂಡರಾದ ಶಶಿಕಲಾ ಅವರನ್ನು ಪೊಲೀಸರು ಬಂಧಿಸಿ ನಂತರ ಬಿಡುಗಡೆ ಮಾಡಿದ್ದಾರೆ. ಶಶಿಕಲಾ ಅವರ ಬಂಧನ ಖಂಡಿಸಿ ಕೇರಳದಲ್ಲಿ ಬಂದ್ ಆಚರಿಸಲಾಯಿತು. ಅನೇಕ ಕಡೆ ಕೆಎಸ್ಆರ್‌ಟಿಸಿ ಬಸ್‌ಗಳ ಮೇಲೆ ಕಲ್ಲು ತೂರಾಟ ನಡೆಯಿತು. ಹಿಂದೂ ಸಂಘಟನೆಗಳ ಕಾರ್ಯಕರ್ತರು ಪ್ರತಿಭಟನೆ ನಡೆಸಿ ಕೇರಳ ಸರ್ಕಾರದ ವಿರುದ್ಧ ಘೋಷಣೆ ಕೂಗಿದರು. ಬಿಜೆಪಿ ಸೇರಿದಂತೆ ಹಲವು ಸಂಘಟನೆಗಳು ಬಂದ್‌ಗೆ ಬೆಂಬಲ ಸೂಚಿಸಿದ್ದವು. ಪರಿಸ್ಥಿತಿ ನಿಯಂತ್ರಣಕ್ಕೆ ಹೆಚ್ಚುವರಿ ಪೊಲೀಸ್ ಪಡೆಯನ್ನು ನಿಯೋಜಿಸಲಾಗಿದೆ. ಶಶಿಕಲಾ ಬಂಧನದ ನಂತರ 50 ವರ್ಷ ಮೇಲ್ಪಟ್ಟ ಮಹಿಳೆಯರಿಗೆ ಮಾತ್ರ ಪ್ರವೇಶ ನೀಡಲಾಗುತ್ತಿದೆ ಎಂದು ದೇವಸ್ವಂ ಮಂಡಳಿ ಸ್ಪಷ್ಟಪಡಿಸಿದೆ. ಭಕ್ತರ ಸುರಕ್ಷತೆಗೆ ಅಗತ್ಯ ಕ್ರಮ ಕೈಗೊಳ್ಳಲಾಗಿದೆ. ಸುಪ್ರೀಂ ಕೋರ್ಟ್ ತೀರ್ಪಿನ ಅನುಷ್ಠಾನದ ಬಗ್ಗೆ ಸರ್ವಪಕ್ಷ ಸಭೆ ಕರೆಯಲಾಗಿದ್ದು ಈ ಕುರಿತು ಚರ್ಚೆ ನಡೆಯಲಿದೆ ಎಂದು ಮುಖ್ಯಮಂತ್ರಿ ಪಿಣರಾಯಿ ವಿಜಯನ್ ತಿಳಿಸಿದ್ದಾರೆ.: [101, 323, 313, 410]
top-story-col3: ರಾಜ್ಯಗಳಿಂದ ಬಂದಿರುವ ಕಲಾಕೃತಿಗಳು ಹಾಗೂ ಗೃಹೋಪಯೋಗಿ ವಸ್ತುಗಳು ಗ್ರಾಹಕರನ್ನು ಆಕರ್ಷಿಸುತ್ತಿವೆ. ಮೈಸೂರಿನ ಜನರು ಕುಟುಂಬ ಸಮೇತ ಭೇಟಿ ನೀಡುತ್ತಿದ್ದಾರೆ.: [524, 435, 636, 456]
left-story1-body: ಬೆಂಗಳೂರು ನ.17- ಅಯ್ಯಪ್ಪನ ಸನ್ನಿಧಾನದ ದರ್ಶನ ಪಡೆಯಲು ಪ್ರತಿ ವರ್ಷದಂತೆ ಈ ವರ್ಷ ತೆರಳುತ್ತಿರುವ ಕರ್ನಾಟಕದ ಭಕ್ತರಿಗೆ ಶಾಕಿಂಗ್ ಸುದ್ದಿ ಬಂದಿದೆ. ಮಂಡಲ ಕಾಲದಲ್ಲಿ ಅಯ್ಯಪ್ಪನ ಸನ್ನಿಧಾನದಲ್ಲಿ ಮಹಿಳೆಯ ಪ್ರವೇಶ ವಿವಾದದ ಹಿನ್ನೆಲೆಯಲ್ಲಿ ಕೇರಳ ಸರ್ಕಾರ ಹಲವು ನಿರ್ಬಂಧಗಳನ್ನು ಹೇರಿದೆ. ಇದರಿಂದ ಕರ್ನಾಟಕದ ಭಕ್ತರು ಪರದಾಡುವಂತಾಗಿದೆ. ಕೆಎಸ್ಆರ್‌ಟಿಸಿ ಬಸ್‌ಗಳು ನೀಲಕ್ಕಲ್ ವರೆಗೆ ಮಾತ್ರ ಸಂಚರಿಸುತ್ತಿದ್ದು ಅಲ್ಲಿಂದ ಪಂಬಾಗೆ ಕೇರಳ ಸಾರಿಗೆ ಬಸ್ಸುಗಳಲ್ಲೇ ತೆರಳಬೇಕಾಗಿದೆ. 2018ರ ಅಂತ್ಯದ ವೇಳೆಗೆ ಭಕ್ತರ ಸಂಖ್ಯೆ ಹೆಚ್ಚಾಗುವ ನಿರೀಕ್ಷೆ ಇದ್ದು ವಾಹನ ನಿಲುಗಡೆಗೆ ವ್ಯವಸ್ಥೆ ಮಾಡಲಾಗಿದೆ. ರಾತ್ರಿ ವೇಳೆ ಸನ್ನಿಧಾನದಲ್ಲಿ ತಂಗಲು ಅವಕಾಶವಿಲ್ಲ ಎಂದು ದೇವಸ್ವಂ ಮಂಡಳಿ ತಿಳಿಸಿದೆ. ಅಲ್ಲದೆ ಭಕ್ತರು ಆನ್‌ಲೈನ್ ಮೂಲಕ ದರ್ಶನದ ಸಮಯ ಕಾಯ್ದಿರಿಸಬೇಕು. ಈ ನಿರ್ಧಾರದಿಂದ ಕರ್ನಾಟಕದ ಭಕ್ತರು ಆತಂಕಕ್ಕೆ ಒಳಗಾಗಿದ್ದಾರೆ. ಕರ್ನಾಟಕದಿಂದ ಪ್ರತಿ ವರ್ಷ ಲಕ್ಷಾಂತರ ಭಕ್ತರು ಶಬರಿಮಲೆಗೆ ತೆರಳುತ್ತಾರೆ. ರೈಲು ಹಾಗೂ ಬಸ್ ಮೂಲಕ ಪ್ರಯಾಣ ಬೆಳೆಸುವ ಭಕ್ತರು ವಾಹನಗಳನ್ನು ನಿಲ್ಲಿಸಲು ಸೂಕ್ತ ಸ್ಥಳವಿಲ್ಲದೆ ತೊಂದರೆ ಅನುಭವಿಸುತ್ತಿದ್ದಾರೆ. ಈ ಕುರಿತು ಸರ್ಕಾರ ಕೇರಳದೊಂದಿಗೆ ಮಾತುಕತೆ ನಡೆಸಬೇಕು ಎಂದು ಭಕ್ತರು ಒತ್ತಾಯಿಸಿದ್ದಾರೆ.: [101, 124, 313, 196]
quote1-name: ಚೆಲುವಮ್ಮ, ಅಡ್ಡಿಕ್ಕೆ ನೈನಸ್ಸು.: [586, 286, 636, 292]
events-col1: ● ಭಗವದ್‌ಗೀತೆ: ಡಾ.ರಾಜಕುಮಾರ್ ಟ್ರಸ್ಟ್, ಉದ್ಘಾಟನೆ: ಮಹಾರಾಜ ಯದುವೀರ ಕೃಷ್ಣದತ್ತ ಚಾಮರಾಜ ಒಡೆಯರ್, ಅತಿಥಿಗಳು: ಎಂ.ಕೆ.ಸೋಮಶೇಖರ್, ಸ್ಥಳ: ಕಲಾಮಂದಿರ, ಬೆಳಿಗ್ಗೆ 10.30ಕ್ಕೆ. ● ವಿಶ್ವ ಶೌಚಾಲಯ ದಿನಾಚರಣೆ: ಸ್ವಚ್ಛ ಭಾರತ್ ಅಭಿಯಾನ, ಉದ್ಘಾಟನೆ: ಮೇಯರ್, ಸ್ಥಳ: ಪುರಭವನ, ಬೆಳಿಗ್ಗೆ 11ಕ್ಕೆ. ● ಸಂಗೀತ ಸಂಜೆ: ಗಾನಭಾರತಿ, ಸ್ಥಳ: ಕುವೆಂಪುನಗರ ವೀಣೆ ಶೇಷಣ್ಣ ಭವನ, ಸಂಜೆ 6ಕ್ಕೆ. ● ಶ್ರೀ ಕನಕದಾಸ ಜಯಂತಿ: ಕುರುಬರ ಸಂಘ, ಸ್ಥಳ: ಕನಕ ಭವನ, ಬೆಳಿಗ್ಗೆ 10ಕ್ಕೆ. ● ಆರೋಗ್ಯ ತಪಾಸಣಾ ಶಿಬಿರ: ಜೆಎಸ್ಎಸ್ ಆಸ್ಪತ್ರೆ, ಸ್ಥಳ: ವಿದ್ಯಾರಣ್ಯಪುರಂ, ಬೆಳಿಗ್ಗೆ 9 ರಿಂದ ಮಧ್ಯಾಹ್ನ 1ರವರೆಗೆ. ● ಪುಸ್ತಕ ಬಿಡುಗಡೆ: ಕನ್ನಡ ಸಾಹಿತ್ಯ ಪರಿಷತ್, ಸ್ಥಳ: ಕನ್ನಡ ಸಾಹಿತ್ಯ ಭವನ, ಸಂಜೆ 5ಕ್ಕೆ. ● ಯೋಗ ಶಿಬಿರ: ಪತಂಜಲಿ ಯೋಗ ಸಮಿತಿ, ಸ್ಥಳ: ಜೆಎಲ್‌ಬಿ ರಸ್ತೆ, ಬೆಳಿಗ್ಗೆ 6ಕ್ಕೆ. ● ಭರತನಾಟ್ಯ ಪ್ರದರ್ಶನ: ನೃತ್ಯಗಿರಿ, ಸ್ಥಳ: ರಮಾಗೋವಿಂದ ರಂಗಮಂದಿರ, ಸಂಜೆ 6.30ಕ್ಕೆ. ● ರಕ್ತದಾನ ಶಿಬಿರ: ರೋಟರಿ ಕ್ಲಬ್, ಸ್ಥಳ: ಸರಸ್ವತಿಪುರಂ, ಬೆಳಿಗ್ಗೆ 9ಕ್ಕೆ. ● ಉಪನ್ಯಾಸ: ಮಹಾರಾಜ ಕಾಲೇಜು, ಸ್ಥಳ: ಜೂನಿಯರ್ ಬಿ.ಎ ಹಾಲ್, ಬೆಳಿಗ್ಗೆ 11ಕ್ಕೆ. ● ಕೃಷಿ ವಿಚಾರ ಸಂಕಿರಣ: ರೈತ ಸಂಘ, ಸ್ಥಳ: ಕೃಷಿ ವಿಜ್ಞಾನ ಕೇಂದ್ರ, ಬೆಳಿಗ್ಗೆ 10ಕ್ಕೆ. ● ಚಿತ್ರಕಲಾ ಪ್ರದರ್ಶನ: ಕಾವಾ, ಸ್ಥಳ: ಲಲಿತಕಲಾ ಗ್ಯಾಲರಿ, ಬೆಳಿಗ್ಗೆ 10ರಿಂದ ಸಂಜೆ 6ರವರೆಗೆ.: [323, 840, 476, 941]
top-headline-part1: ಖಾದಿ ಉತ್ಸವದಲ್ಲಿ: [318, 113, 463, 141]
